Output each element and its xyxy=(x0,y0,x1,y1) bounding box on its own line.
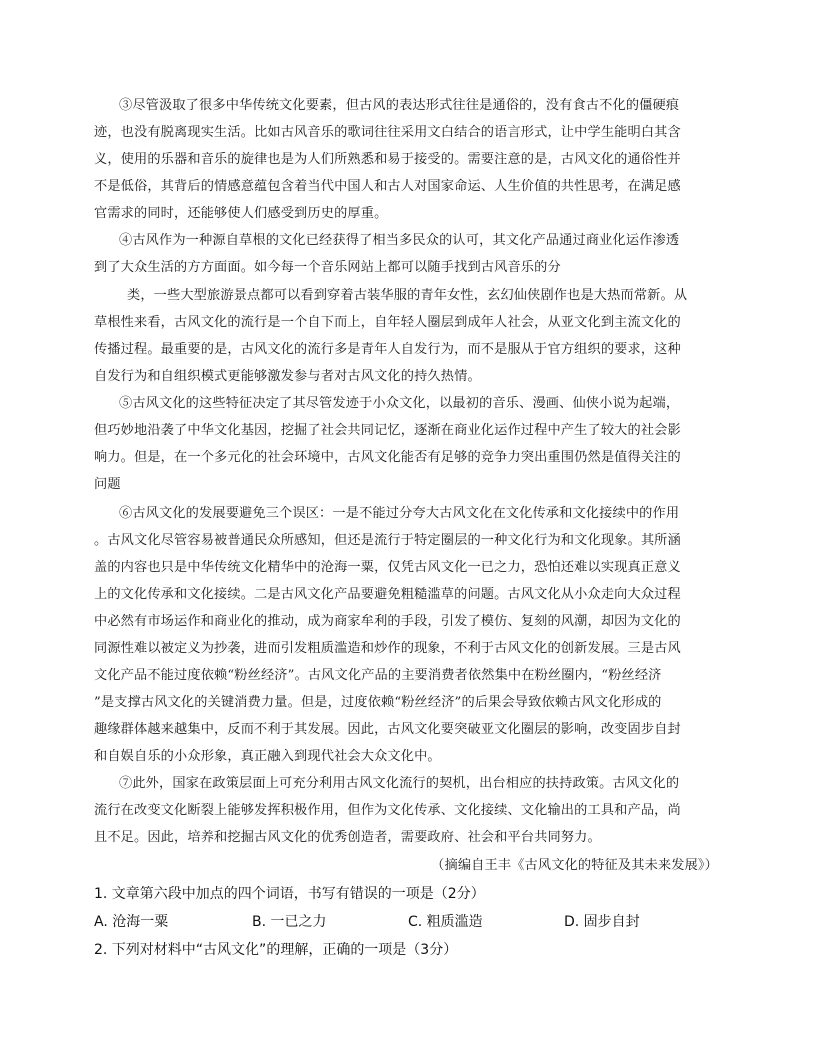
passage-line: 传播过程。最重要的是，古风文化的流行多是青年人自发行为，而不是服从于官方组织的要求，这种 xyxy=(94,342,681,357)
passage-line: ④古风作为一种源自草根的文化已经获得了相当多民众的认可，其文化产品通过商业化运作渗透 xyxy=(119,233,680,248)
question-stem: 2. 下列对材料中“古风文化”的理解，正确的一项是（3分） xyxy=(94,942,458,958)
passage-line: 同源性难以被定义为抄袭，进而引发粗质滥造和炒作的现象，不利于古风文化的创新发展。三是古风 xyxy=(94,641,681,656)
option-b: B. 一已之力 xyxy=(252,914,327,930)
passage-line: ③尽管汲取了很多中华传统文化要素，但古风的表达形式往往是通俗的，没有食古不化的僵硬痕 xyxy=(119,98,680,113)
passage-line: 问题 xyxy=(94,477,121,492)
passage-line: ⑥古风文化的发展要避免三个误区：一是不能过分夸大古风文化在文化传承和文化接续中的作用 xyxy=(119,506,680,521)
passage-line: 类，一些大型旅游景点都可以看到穿着古装华服的青年女性，玄幻仙侠剧作也是大热而常新。从 xyxy=(127,288,688,303)
passage-line: ⑤古风文化的这些特征决定了其尽管发迹于小众文化，以最初的音乐、漫画、仙侠小说为起端， xyxy=(119,396,680,411)
passage-line: 官需求的同时，还能够使人们感受到历史的厚重。 xyxy=(94,206,388,221)
passage-line: 且不足。因此，培养和挖掘古风文化的优秀创造者，需要政府、社会和平台共同努力。 xyxy=(94,830,601,845)
question-stem: 1. 文章第六段中加点的四个词语，书写有错误的一项是（2分） xyxy=(94,886,485,902)
passage-line: ⑦此外，国家在政策层面上可充分利用古风文化流行的契机，出台相应的扶持政策。古风文化的 xyxy=(119,776,680,791)
passage-line: 迹，也没有脱离现实生活。比如古风音乐的歌词往往采用文白结合的语言形式，让中学生能明白其含 xyxy=(94,125,681,140)
passage-line: 中必然有市场运作和商业化的推动，成为商家牟利的手段，引发了模仿、复刻的风潮，却因为文化的 xyxy=(94,614,681,629)
passage-line: 上的文化传承和文化接续。二是古风文化产品要避免粗糙滥草的问题。古风文化从小众走向大众过程 xyxy=(94,587,681,602)
option-c: C. 粗质滥造 xyxy=(408,914,483,930)
passage-line: 和自娱自乐的小众形象，真正融入到现代社会大众文化中。 xyxy=(94,749,441,764)
passage-line: 盖的内容也只是中华传统文化精华中的沧海一粟，仅凭古风文化一已之力，恐怕还难以实现真正意义 xyxy=(94,560,681,575)
source-citation: （摘编自王丰《古风文化的特征及其未来发展》） xyxy=(431,858,718,873)
passage-line: 文化产品不能过度依赖“粉丝经济”。古风文化产品的主要消费者依然集中在粉丝圈内，“粉丝经济 xyxy=(94,668,662,683)
passage-line: ”是支撑古风文化的关键消费力量。但是，过度依赖“粉丝经济”的后果会导致依赖古风文化形成的 xyxy=(94,695,662,710)
passage-line: 。古风文化尽管容易被普通民众所感知，但还是流行于特定圈层的一种文化行为和文化现象。其所涵 xyxy=(94,533,681,548)
passage-line: 响力。但是，在一个多元化的社会环境中，古风文化能否有足够的竞争力突出重围仍然是值得关注的 xyxy=(94,450,681,465)
passage-line: 但巧妙地沿袭了中华文化基因，挖掘了社会共同记忆，逐渐在商业化运作过程中产生了较大的社会影 xyxy=(94,423,681,438)
option-d: D. 固步自封 xyxy=(564,914,640,930)
passage-line: 草根性来看，古风文化的流行是一个自下而上，自年轻人圈层到成年人社会，从亚文化到主流文化的 xyxy=(94,315,681,330)
option-a: A. 沧海一粟 xyxy=(94,914,169,930)
passage-line: 流行在改变文化断裂上能够发挥积极作用，但作为文化传承、文化接续、文化输出的工具和产品，尚 xyxy=(94,803,681,818)
passage-line: 不是低俗，其背后的情感意蕴包含着当代中国人和古人对国家命运、人生价值的共性思考，在满足感 xyxy=(94,179,681,194)
passage-line: 到了大众生活的方方面面。如今每一个音乐网站上都可以随手找到古风音乐的分 xyxy=(94,260,561,275)
passage-line: 趣缘群体越来越集中，反而不利于其发展。因此，古风文化要突破亚文化圈层的影响，改变固步自封 xyxy=(94,722,681,737)
passage-line: 义，使用的乐器和音乐的旋律也是为人们所熟悉和易于接受的。需要注意的是，古风文化的通俗性并 xyxy=(94,152,681,167)
passage-line: 自发行为和自组织模式更能够激发参与者对古风文化的持久热情。 xyxy=(94,369,481,384)
